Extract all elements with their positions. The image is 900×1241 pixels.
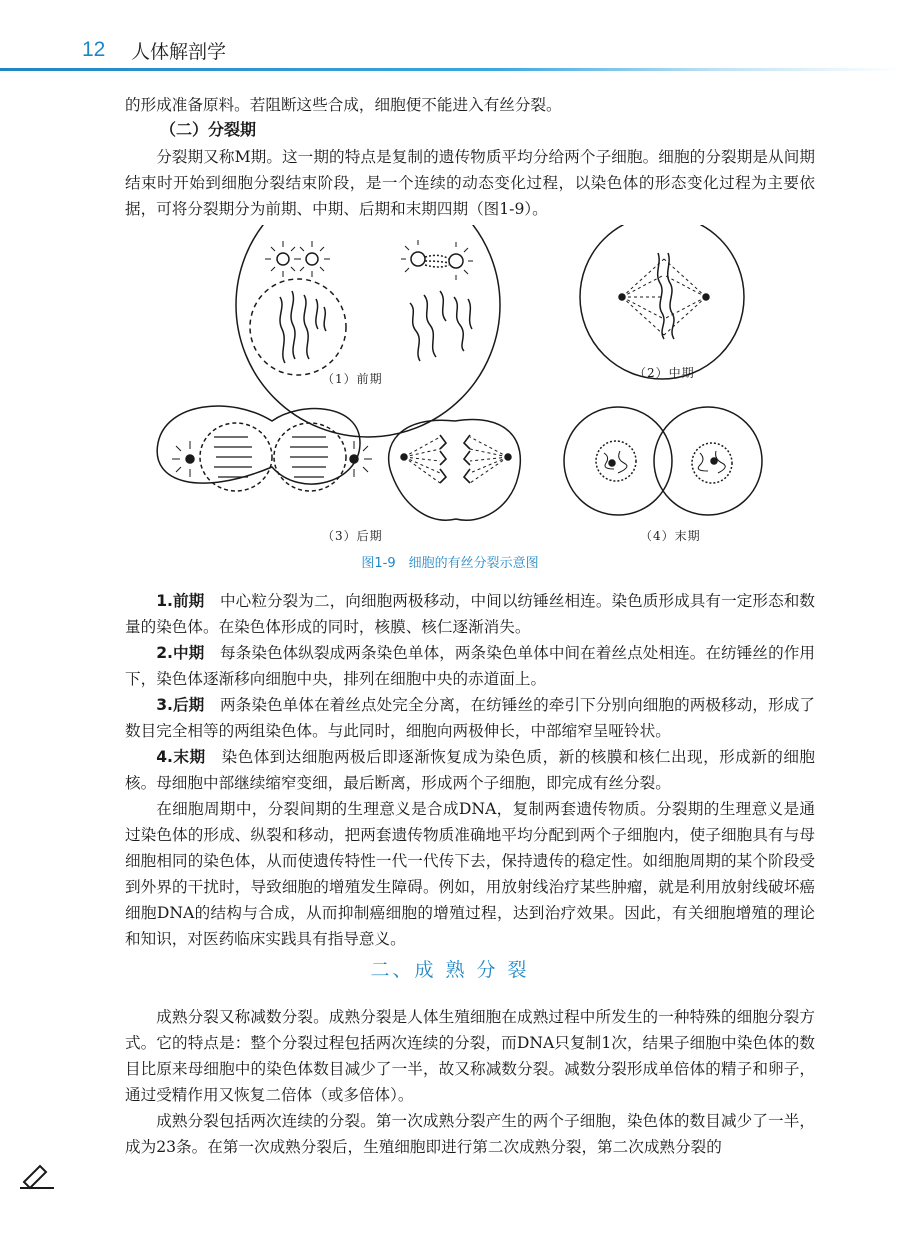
phase-term: 4.末期 xyxy=(156,748,206,766)
paragraph-meiosis-1: 成熟分裂又称减数分裂。成熟分裂是人体生殖细胞在成熟过程中所发生的一种特殊的细胞分裂方式。它的特点是：整个分裂过程包括两次连续的分裂，而DNA只复制1次，结果子细胞中染色体的数目比原来母细胞中的染色体数目减少了一半，故又称减数分裂。减数分裂形成单倍体的精子和卵子，通过受精作用又恢复二倍体（或多倍体）。 xyxy=(125,1008,815,1104)
prophase-cell xyxy=(236,225,500,437)
phase-metaphase xyxy=(125,640,815,692)
figure-caption: 图1-9 细胞的有丝分裂示意图 xyxy=(361,556,539,571)
figure-label-prophase: （1）前期 xyxy=(322,372,383,386)
page-number: 12 xyxy=(82,38,106,61)
phase-term: 1.前期 xyxy=(156,592,205,610)
phase-telophase xyxy=(125,744,815,796)
figure-label-telophase: （4）末期 xyxy=(640,529,701,543)
phase-anaphase xyxy=(125,692,815,744)
figure-label-anaphase: （3）后期 xyxy=(322,529,383,543)
telophase-cell-right xyxy=(654,407,762,515)
phase-term: 2.中期 xyxy=(156,644,205,662)
paragraph-division: 分裂期又称M期。这一期的特点是复制的遗传物质平均分给两个子细胞。细胞的分裂期是从间期结束时开始到细胞分裂结束阶段，是一个连续的动态变化过程，以染色体的形态变化过程为主要依据，可将分裂期分为前期、中期、后期和末期四期（图1-9）。 xyxy=(125,148,815,218)
book-title: 人体解剖学 xyxy=(131,41,227,63)
header-rule xyxy=(0,68,900,71)
phase-text: 每条染色体纵裂成两条染色单体，两条染色单体中间在着丝点处相连。在纺锤丝的作用下，染色体逐渐移向细胞中央，排列在细胞中央的赤道面上。 xyxy=(125,644,815,688)
phase-text: 染色体到达细胞两极后即逐渐恢复成为染色质，新的核膜和核仁出现，形成新的细胞核。母细胞中部继续缩窄变细，最后断离，形成两个子细胞，即完成有丝分裂。 xyxy=(125,748,815,792)
paragraph-significance: 在细胞周期中，分裂间期的生理意义是合成DNA，复制两套遗传物质。分裂期的生理意义是通过染色体的形成、纵裂和移动，把两套遗传物质准确地平均分配到两个子细胞内，使子细胞具有与母细胞相同的染色体，从而使遗传特性一代一代传下去，保持遗传的稳定性。如细胞周期的某个阶段受到外界的干扰时，导致细胞的增殖发生障碍。例如，用放射线治疗某些肿瘤，就是利用放射线破坏癌细胞DNA的结构与合成，从而抑制癌细胞的增殖过程，达到治疗效果。因此，有关细胞增殖的理论和知识，对医药临床实践具有指导意义。 xyxy=(125,800,815,948)
phase-text: 中心粒分裂为二，向细胞两极移动，中间以纺锤丝相连。染色质形成具有一定形态和数量的染色体。在染色体形成的同时，核膜、核仁逐渐消失。 xyxy=(125,592,815,636)
figure-label-metaphase: （2）中期 xyxy=(634,366,695,380)
mitosis-figure xyxy=(0,225,900,555)
telophase-cell-left xyxy=(564,407,672,515)
pen-icon xyxy=(18,1162,58,1190)
intro-line: 的形成准备原料。若阻断这些合成，细胞便不能进入有丝分裂。 xyxy=(125,96,562,114)
anaphase-cell xyxy=(157,406,360,484)
subsection-title: （二）分裂期 xyxy=(160,120,257,139)
metaphase-cell xyxy=(580,225,744,379)
phase-prophase xyxy=(125,588,815,640)
phase-term: 3.后期 xyxy=(156,696,205,714)
prophase-nucleus xyxy=(250,279,346,375)
section-title: 二、成 熟 分 裂 xyxy=(370,959,530,981)
late-anaphase-cell xyxy=(389,420,521,521)
paragraph-meiosis-2: 成熟分裂包括两次连续的分裂。第一次成熟分裂产生的两个子细胞，染色体的数目减少了一半，成为23条。在第一次成熟分裂后，生殖细胞即进行第二次成熟分裂，第二次成熟分裂的 xyxy=(125,1112,815,1156)
page-header xyxy=(0,0,900,78)
phase-text: 两条染色单体在着丝点处完全分离，在纺锤丝的牵引下分别向细胞的两极移动，形成了数目完全相等的两组染色体。与此同时，细胞向两极伸长，中部缩窄呈哑铃状。 xyxy=(125,696,815,740)
